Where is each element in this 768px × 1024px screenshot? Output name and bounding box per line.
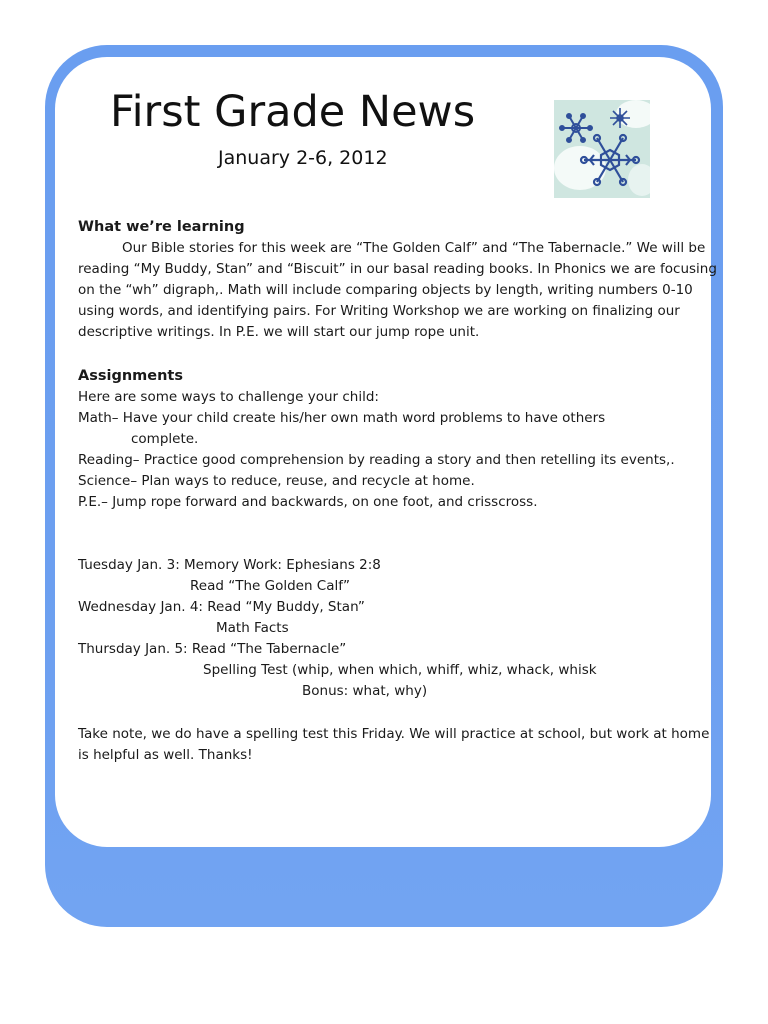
assignment-science: Science– Plan ways to reduce, reuse, and recycle at home. (78, 473, 475, 489)
learning-heading: What we’re learning (78, 219, 245, 235)
snowflakes-icon (554, 100, 650, 198)
date-range: January 2-6, 2012 (218, 147, 388, 169)
assignments-heading: Assignments (78, 368, 183, 384)
schedule-thursday: Thursday Jan. 5: Read “The Tabernacle” (78, 641, 347, 657)
assignment-reading: Reading– Practice good comprehension by reading a story and then retelling its events,. (78, 452, 675, 468)
schedule-wednesday: Wednesday Jan. 4: Read “My Buddy, Stan” (78, 599, 365, 615)
schedule-thursday-bonus: Bonus: what, why) (302, 683, 428, 699)
page-title: First Grade News (110, 87, 476, 137)
assignment-pe: P.E.– Jump rope forward and backwards, on one foot, and crisscross. (78, 494, 538, 510)
schedule-thursday-spelling: Spelling Test (whip, when which, whiff, whiz, whack, whisk (203, 662, 597, 678)
schedule-tuesday: Tuesday Jan. 3: Memory Work: Ephesians 2:8 (78, 557, 381, 573)
assignments-intro: Here are some ways to challenge your child: (78, 389, 379, 405)
newsletter-body (78, 216, 718, 766)
assignment-math: Math– Have your child create his/her own math word problems to have others (78, 410, 606, 426)
closing-note: Take note, we do have a spelling test this Friday. We will practice at school, but work at home is helpful as well. Thanks! (78, 726, 710, 763)
learning-paragraph: Our Bible stories for this week are “The Golden Calf” and “The Tabernacle.” We will be reading “My Buddy, Stan” and “Biscuit” in our basal reading books. In Phonics we are focusing on the “wh” digraph,. Math will include comparing objects by length, writing numbers 0-10 using words, and identifying pairs. For Writing Workshop we are working on finalizing our descriptive writings. In P.E. we will start our jump rope unit. (78, 240, 717, 340)
assignment-math-continued: complete. (131, 431, 199, 447)
schedule-wednesday-math: Math Facts (216, 620, 289, 636)
schedule-tuesday-reading: Read “The Golden Calf” (190, 578, 350, 594)
